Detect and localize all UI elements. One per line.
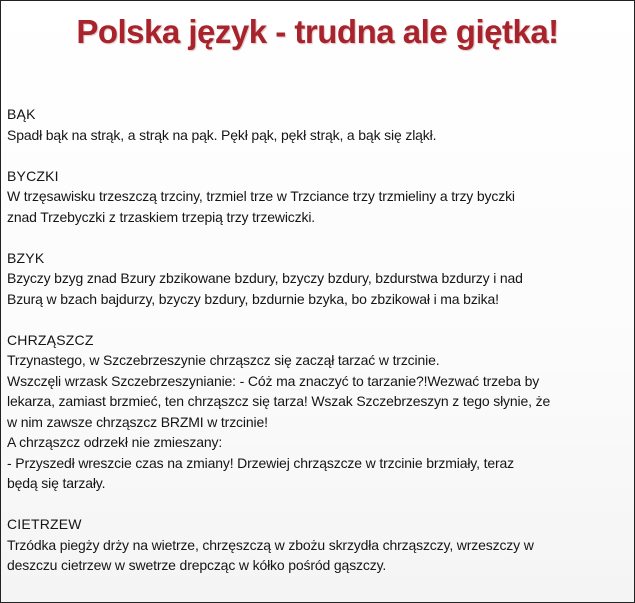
- section-text-line: Bzyczy bzyg znad Bzury zbzikowane bzdury, bzyczy bzdury, bzdurstwa bzdurzy i nad: [7, 270, 523, 286]
- page-title: Polska język - trudna ale giętka!: [76, 13, 559, 50]
- section-heading: CIETRZEW: [7, 516, 82, 532]
- section-heading: CHRZĄSZCZ: [7, 331, 94, 348]
- section-heading: BZYK: [7, 249, 45, 266]
- section-chrzaszcz: [7, 330, 627, 494]
- section-text-line: lekarza, zamiast brzmieć, ten chrząszcz się tarza! Wszak Szczebrzeszyn z tego słynie, że: [7, 393, 551, 409]
- section-text-line: A chrząszcz odrzekł nie zmieszany:: [7, 434, 223, 450]
- section-text-line: w nim zawsze chrząszcz BRZMI w trzcinie!: [7, 413, 268, 430]
- section-cietrzew: [7, 514, 627, 576]
- section-text-line: będą się tarzały.: [7, 475, 106, 491]
- tongue-twisters-list: [7, 104, 627, 576]
- section-text-line: W trzęsawisku trzeszczą trzciny, trzmiel trze w Trzciance trzy trzmieliny a trzy byczki: [7, 188, 515, 204]
- section-text-line: Trzynastego, w Szczebrzeszynie chrząszcz się zaczął tarzać w trzcinie.: [7, 352, 440, 368]
- section-byczki: [7, 166, 627, 228]
- section-bak: [7, 104, 627, 145]
- section-bzyk: [7, 248, 627, 310]
- section-text-line: Spadł bąk na strąk, a strąk na pąk. Pękł pąk, pękł strąk, a bąk się zląkł.: [7, 126, 437, 143]
- section-heading: BYCZKI: [7, 167, 59, 184]
- section-text-line: Trzódka piegży drży na wietrze, chrzęszczą w zbożu skrzydła chrząszczy, wrzeszczy w: [7, 536, 534, 553]
- section-heading: BĄK: [7, 106, 36, 122]
- section-text-line: deszczu cietrzew w swetrze drepcząc w kółko pośród gąszczy.: [7, 557, 387, 573]
- section-text-line: - Przyszedł wreszcie czas na zmiany! Drzewiej chrząszcze w trzcinie brzmiały, teraz: [7, 454, 514, 471]
- section-text-line: Bzurą w bzach bajdurzy, bzyczy bzdury, bzdurnie bzyka, bo zbzikował i ma bzika!: [7, 290, 499, 307]
- section-text-line: Wszczęli wrzask Szczebrzeszynianie: - Cóż ma znaczyć to tarzanie?!Wezwać trzeba by: [7, 372, 540, 389]
- section-text-line: znad Trzebyczki z trzaskiem trzepią trzy trzewiczki.: [7, 208, 316, 225]
